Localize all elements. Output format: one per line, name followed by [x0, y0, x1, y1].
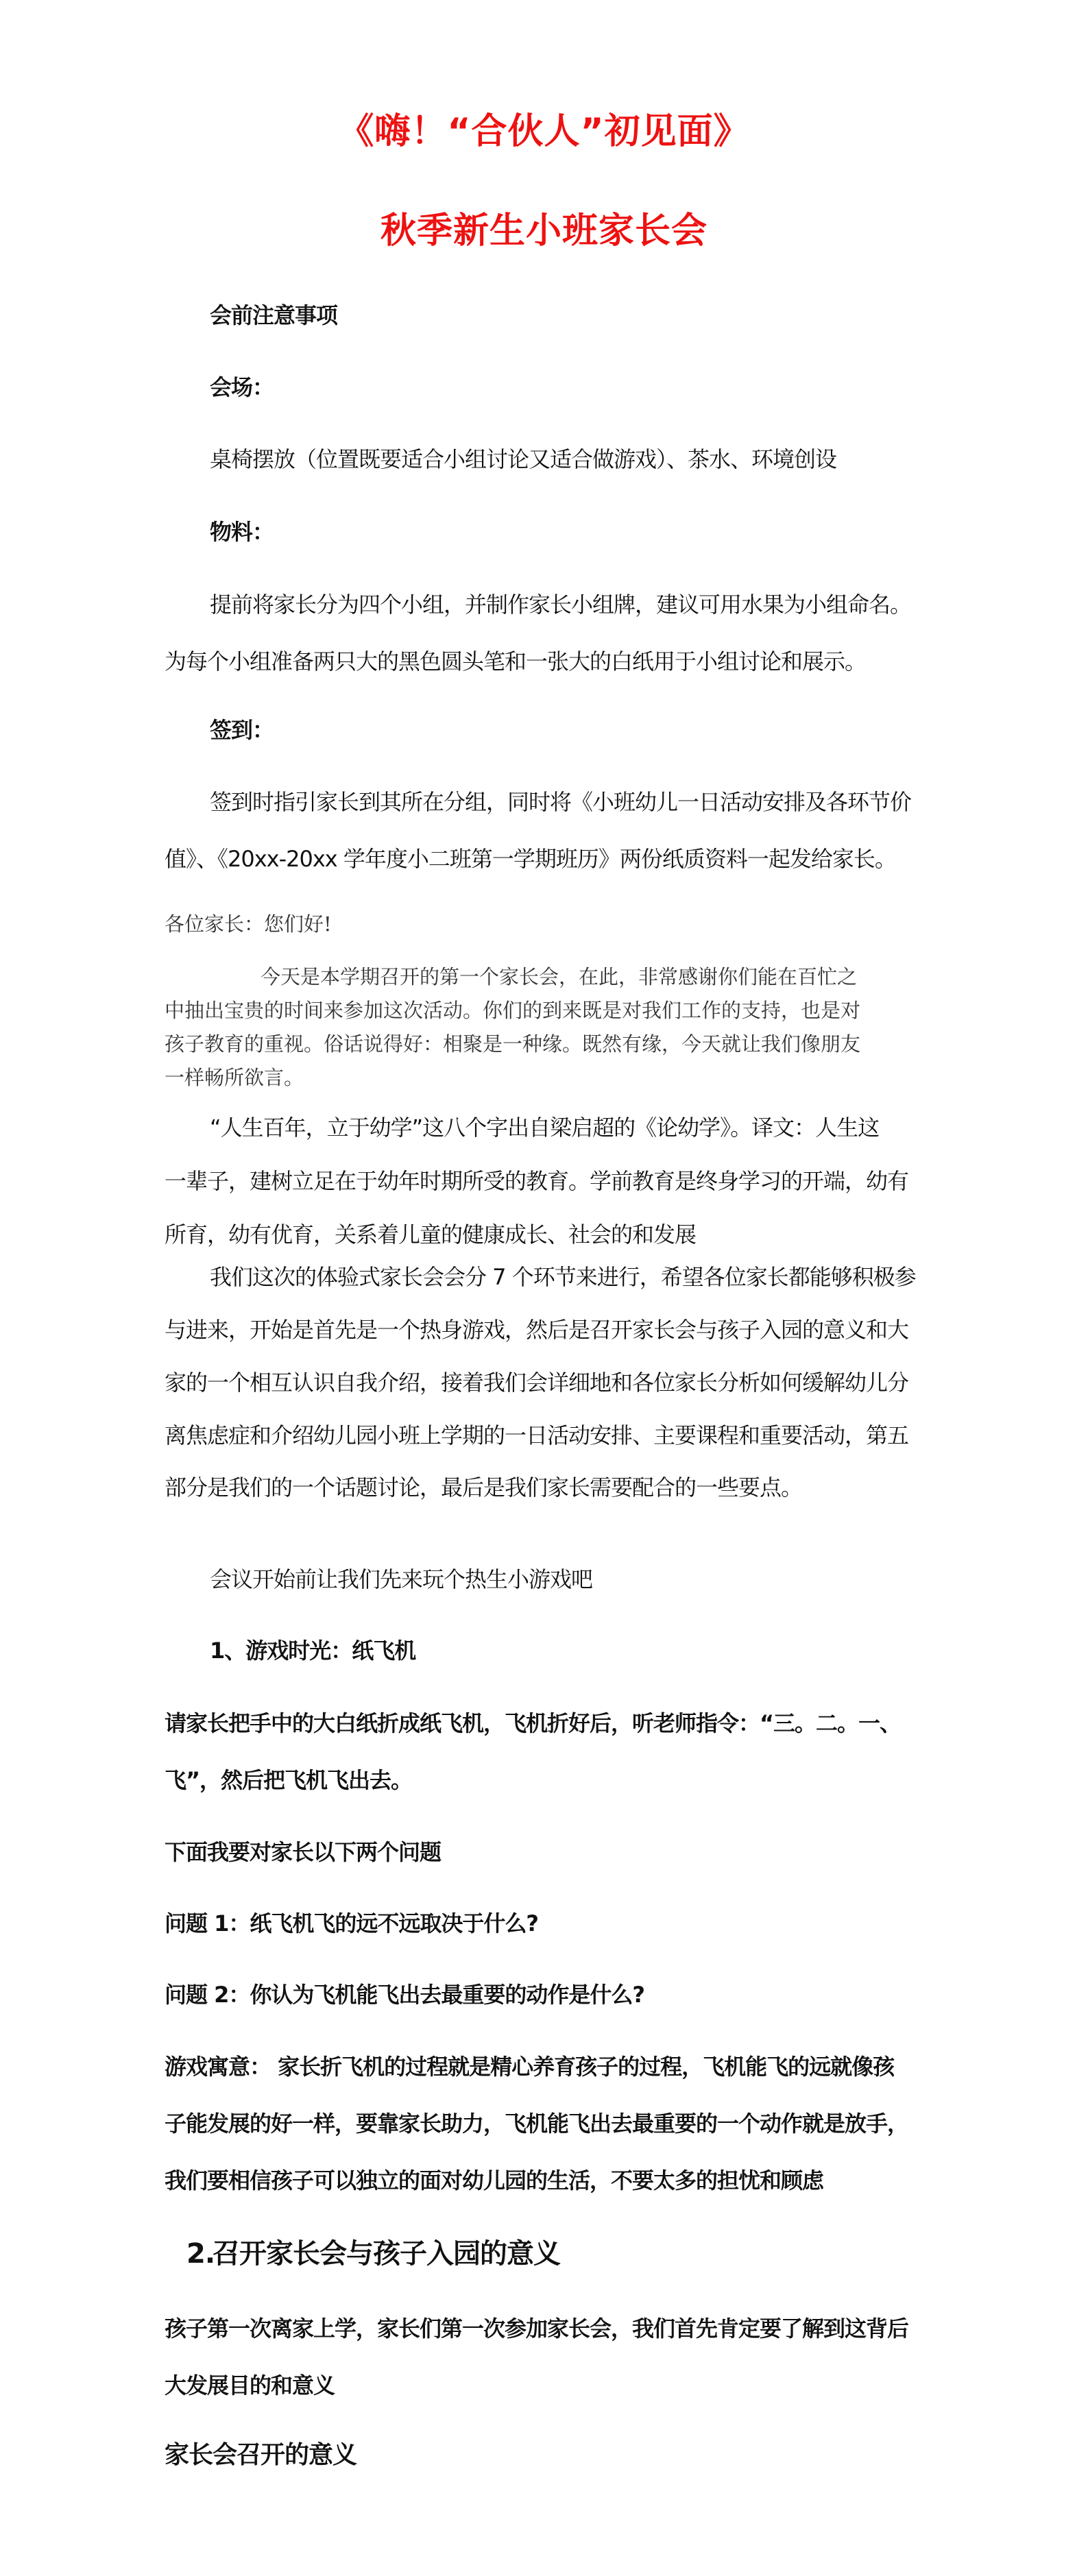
materials-label: 物料：	[210, 519, 274, 545]
quote-line: 所育，幼有优育，关系着儿童的健康成长、社会的和发展	[165, 1222, 697, 1248]
quote-line: “人生百年，立于幼学”这八个字出自梁启超的《论幼学》。译文：人生这	[210, 1115, 880, 1141]
greeting-line: 今天是本学期召开的第一个家长会，在此，非常感谢你们能在百忙之	[261, 965, 858, 988]
meaning-line: 子能发展的好一样，要靠家长助力，飞机能飞出去最重要的一个动作就是放手，	[165, 2111, 909, 2137]
game-intro: 会议开始前让我们先来玩个热生小游戏吧	[210, 1566, 593, 1592]
greeting-line: 孩子教育的重视。俗话说得好：相聚是一种缘。既然有缘，今天就让我们像朋友	[165, 1032, 861, 1056]
agenda-line: 部分是我们的一个话题讨论，最后是我们家长需要配合的一些要点。	[165, 1474, 803, 1500]
greeting-line: 中抽出宝贵的时间来参加这次活动。你们的到来既是对我们工作的支持，也是对	[165, 999, 861, 1022]
materials-line: 提前将家长分为四个小组，并制作家长小组牌，建议可用水果为小组命名。	[210, 592, 912, 618]
agenda-line: 我们这次的体验式家长会会分 7 个环节来进行，希望各位家长都能够积极参	[210, 1264, 916, 1290]
document-subtitle: 秋季新生小班家长会	[380, 210, 708, 252]
venue-label: 会场：	[210, 374, 274, 400]
section1-heading: 1、游戏时光：纸飞机	[210, 1638, 416, 1664]
materials-line: 为每个小组准备两只大的黑色圆头笔和一张大的白纸用于小组讨论和展示。	[165, 648, 867, 675]
section2-intro-line: 孩子第一次离家上学，家长们第一次参加家长会，我们首先肯定要了解到这背后	[165, 2316, 909, 2342]
document-title: 《嗨！“合伙人”初见面》	[338, 111, 750, 152]
signin-line: 签到时指引家长到其所在分组，同时将《小班幼儿一日活动安排及各环节价	[210, 789, 912, 815]
meaning-line: 游戏寓意： 家长折飞机的过程就是精心养育孩子的过程，飞机能飞的远就像孩	[165, 2054, 895, 2080]
instruction-line: 请家长把手中的大白纸折成纸飞机，飞机折好后，听老师指令：“三。二。一、	[165, 1710, 902, 1736]
signin-label: 签到：	[210, 717, 274, 743]
agenda-line: 离焦虑症和介绍幼儿园小班上学期的一日活动安排、主要课程和重要活动，第五	[165, 1422, 909, 1448]
greeting-salutation: 各位家长：您们好!	[165, 912, 332, 936]
meaning-line: 我们要相信孩子可以独立的面对幼儿园的生活，不要太多的担忧和顾虑	[165, 2167, 824, 2194]
agenda-line: 与进来，开始是首先是一个热身游戏，然后是召开家长会与孩子入园的意义和大	[165, 1317, 909, 1343]
greeting-line: 一样畅所欲言。	[165, 1066, 304, 1089]
signin-line: 值》、《20xx-20xx 学年度小二班第一学期班历》两份纸质资料一起发给家长。	[165, 846, 896, 872]
instruction-line: 飞”，然后把飞机飞出去。	[165, 1767, 413, 1793]
section2-heading: 召开家长会与孩子入园的意义	[213, 2238, 560, 2270]
question-1: 问题 1：纸飞机飞的远不远取决于什么?	[165, 1910, 538, 1936]
venue-text: 桌椅摆放（位置既要适合小组讨论又适合做游戏）、茶水、环境创设	[210, 446, 837, 472]
question-2: 问题 2：你认为飞机能飞出去最重要的动作是什么?	[165, 1982, 644, 2008]
quote-line: 一辈子，建树立足在于幼年时期所受的教育。学前教育是终身学习的开端，幼有	[165, 1168, 909, 1194]
section2-intro-line: 大发展目的和意义	[165, 2372, 335, 2398]
section2-subheading: 家长会召开的意义	[165, 2441, 357, 2469]
section2-number: 2.	[186, 2238, 215, 2270]
pre-meeting-heading: 会前注意事项	[210, 302, 338, 328]
agenda-line: 家的一个相互认识自我介绍，接着我们会详细地和各位家长分析如何缓解幼儿分	[165, 1370, 909, 1396]
questions-intro: 下面我要对家长以下两个问题	[165, 1839, 442, 1865]
